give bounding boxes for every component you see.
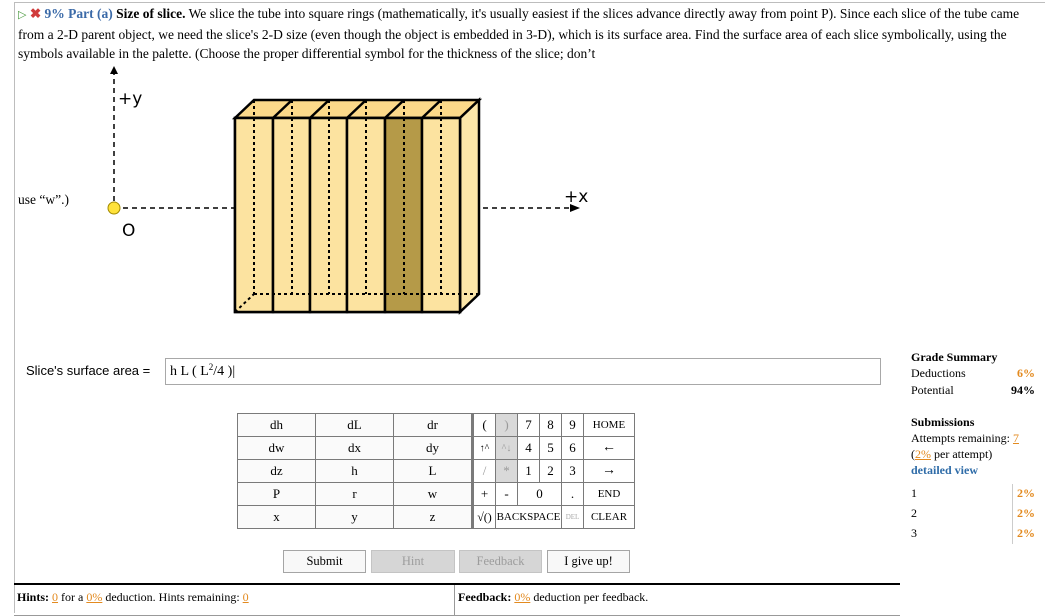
hints-label: Hints: [17, 590, 50, 604]
give-up-button[interactable]: I give up! [547, 550, 630, 573]
feedback-deduction: 0% [514, 590, 531, 604]
grade-summary-title: Grade Summary [911, 350, 998, 364]
attempt-number: 2 [911, 506, 917, 520]
grade-summary [911, 350, 1035, 544]
palette-key-dw[interactable]: dw [238, 437, 316, 460]
key-superscript[interactable]: ↑^ [473, 437, 496, 460]
answer-value-prefix: h L ( L [170, 364, 209, 379]
deductions-label: Deductions [911, 366, 966, 380]
hints-status [17, 590, 249, 605]
key-2[interactable]: 2 [540, 460, 562, 483]
key-clear[interactable]: CLEAR [584, 506, 635, 529]
answer-input[interactable] [165, 358, 881, 385]
status-bar [14, 583, 900, 616]
attempt-row [911, 484, 1035, 504]
question-continuation: use “w”.) [18, 192, 69, 207]
key-home[interactable]: HOME [584, 414, 635, 437]
key-multiply[interactable]: * [496, 460, 518, 483]
key-right-arrow[interactable]: → [584, 460, 635, 483]
palette-key-dy[interactable]: dy [394, 437, 473, 460]
palette-key-L[interactable]: L [394, 460, 473, 483]
palette-key-P[interactable]: P [238, 483, 316, 506]
attempt-number: 1 [911, 486, 917, 500]
detailed-view-link[interactable]: detailed view [911, 463, 978, 477]
key-4[interactable]: 4 [518, 437, 540, 460]
feedback-status [458, 590, 648, 605]
palette-key-w[interactable]: w [394, 483, 473, 506]
part-label: Part (a) [68, 6, 113, 21]
answer-value-exponent: 2 [208, 362, 214, 372]
palette-key-z[interactable]: z [394, 506, 473, 529]
attempts-info: Attempts remaining: 7 (2% per attempt) detailed view [911, 431, 1019, 477]
key-divide[interactable]: / [473, 460, 496, 483]
attempt-row [911, 504, 1035, 524]
palette-key-y[interactable]: y [316, 506, 394, 529]
key-subscript[interactable]: ^↓ [496, 437, 518, 460]
key-decimal[interactable]: . [562, 483, 584, 506]
palette-key-dL[interactable]: dL [316, 414, 394, 437]
hints-deduction: 0% [86, 590, 103, 604]
key-open-paren[interactable]: ( [473, 414, 496, 437]
potential-value: 94% [1011, 383, 1035, 397]
key-8[interactable]: 8 [540, 414, 562, 437]
key-7[interactable]: 7 [518, 414, 540, 437]
key-left-arrow[interactable]: ← [584, 437, 635, 460]
palette-key-dr[interactable]: dr [394, 414, 473, 437]
text-cursor: | [232, 364, 236, 379]
palette-key-dz[interactable]: dz [238, 460, 316, 483]
palette-key-r[interactable]: r [316, 483, 394, 506]
feedback-text: deduction per feedback. [533, 590, 649, 604]
origin-point [108, 202, 120, 214]
potential-label: Potential [911, 383, 954, 397]
attempt-deduction: 2% [1012, 484, 1035, 504]
key-backspace[interactable]: BACKSPACE [496, 506, 562, 529]
answer-value-suffix: /4 ) [213, 364, 233, 379]
feedback-button[interactable]: Feedback [459, 550, 542, 573]
hints-count: 0 [52, 590, 59, 604]
submissions-title: Submissions [911, 415, 975, 429]
y-axis-arrow [110, 66, 118, 74]
hints-deduction-text: deduction. Hints remaining: [105, 590, 240, 604]
question-body: We slice the tube into square rings (mathematically, it's usually easiest if the slices advance directly away from point P). Since each slice of the tube came from a 2-D parent object, we need the slice's 2-D size (even though the object is embedded in 3-D), which is its surface area. Find the surface area of each slice symbolically, using the symbols available in the palette. (Choose the proper differential symbol for the thickness of the slice; don’t [18, 6, 1020, 61]
palette-key-dh[interactable]: dh [238, 414, 316, 437]
tube-box [235, 100, 479, 312]
wrong-mark-icon: ✖ [29, 6, 42, 21]
key-0[interactable]: 0 [518, 483, 562, 506]
hints-for-a: for a [61, 590, 84, 604]
palette-key-dx[interactable]: dx [316, 437, 394, 460]
key-9[interactable]: 9 [562, 414, 584, 437]
per-attempt-pct: 2% [915, 447, 931, 461]
key-delete[interactable]: DEL [562, 506, 584, 529]
play-icon[interactable]: ▷ [18, 9, 27, 21]
attempts-list [911, 484, 1035, 544]
attempts-label: Attempts remaining: [911, 431, 1010, 445]
palette-key-x[interactable]: x [238, 506, 316, 529]
key-end[interactable]: END [584, 483, 635, 506]
hint-button[interactable]: Hint [371, 550, 455, 573]
per-attempt-text: per attempt) [934, 447, 993, 461]
key-plus[interactable]: + [473, 483, 496, 506]
attempt-deduction: 2% [1012, 524, 1035, 544]
key-sqrt[interactable]: √() [473, 506, 496, 529]
attempt-deduction: 2% [1012, 504, 1035, 524]
part-heading: Size of slice. [116, 6, 186, 21]
y-axis-label: +y [118, 89, 143, 109]
origin-label: O [122, 221, 136, 241]
tube-right-face [460, 100, 479, 312]
attempts-remaining: 7 [1012, 431, 1019, 445]
attempt-number: 3 [911, 526, 917, 540]
key-1[interactable]: 1 [518, 460, 540, 483]
attempt-row [911, 524, 1035, 544]
deductions-value: 6% [1017, 366, 1035, 380]
symbol-palette [237, 413, 635, 529]
key-close-paren[interactable]: ) [496, 414, 518, 437]
question-text [18, 4, 1042, 63]
tube-figure [90, 64, 610, 324]
x-axis-label: +x [564, 187, 589, 207]
key-5[interactable]: 5 [540, 437, 562, 460]
hints-remaining: 0 [242, 590, 249, 604]
status-divider [454, 585, 455, 615]
part-percent: 9% [44, 6, 65, 21]
palette-key-h[interactable]: h [316, 460, 394, 483]
key-6[interactable]: 6 [562, 437, 584, 460]
key-3[interactable]: 3 [562, 460, 584, 483]
key-minus[interactable]: - [496, 483, 518, 506]
submit-button[interactable]: Submit [283, 550, 366, 573]
feedback-label: Feedback: [458, 590, 512, 604]
answer-label: Slice's surface area = [26, 363, 151, 378]
